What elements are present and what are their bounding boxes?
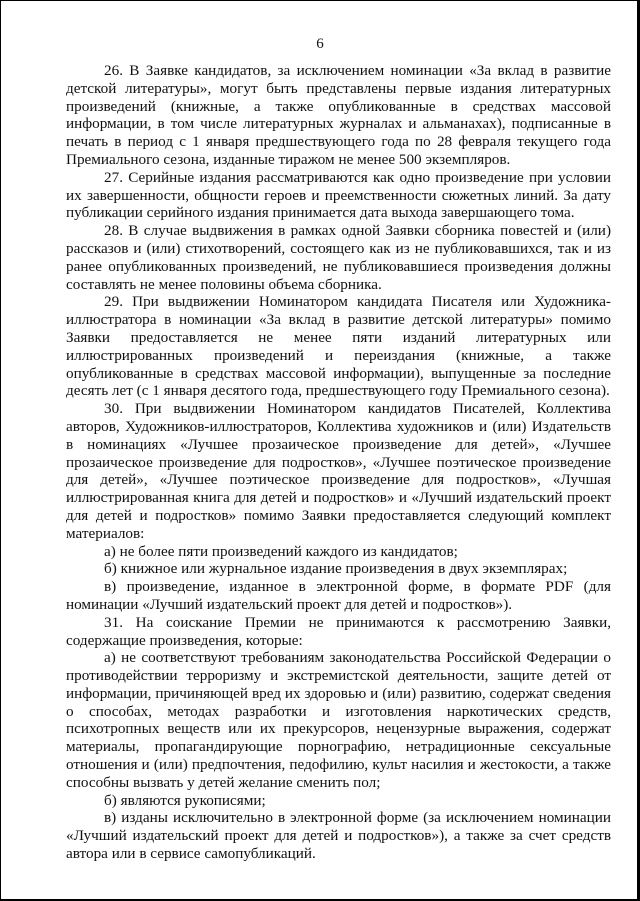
paragraph-31: 31. На соискание Премии не принимаются к рассмотрению Заявки, содержащие произведения, которые: [66, 613, 611, 649]
paragraph-26: 26. В Заявке кандидатов, за исключением номинации «За вклад в развитие детской литературы», могут быть представлены первые издания литературных произведений (книжные, а также опубликованные в средствах массовой информации, в том числе литературных журналах и альманахах), подписанные в печать в период с 1 января предшествующего года по 28 февраля текущего года Премиального сезона, изданные тиражом не менее 500 экземпляров. [66, 62, 611, 168]
page-number: 6 [316, 36, 324, 52]
paragraph-29: 29. При выдвижении Номинатором кандидата Писателя или Художника-иллюстратора в номинации «За вклад в развитие детской литературы» помимо Заявки предоставляется не менее пяти изданий литературных или иллюстрированных произведений и переиздания (книжные, а также опубликованные в средствах массовой информации), выпущенные за последние десять лет (с 1 января десятого года, предшествующего году Премиального сезона). [66, 293, 611, 400]
paragraph-31-item-b: б) являются рукописями; [104, 791, 266, 809]
paragraph-30-item-a: а) не более пяти произведений каждого из кандидатов; [104, 542, 458, 560]
paragraph-30: 30. При выдвижении Номинатором кандидатов Писателей, Коллектива авторов, Художников-иллюстраторов, Коллектива художников и (или) Издательств в номинациях «Лучшее прозаическое произведение для детей», «Лучшее прозаическое произведение для подростков», «Лучшее поэтическое произведение для детей», «Лучшее поэтическое произведение для подростков», «Лучшая иллюстрированная книга для детей и подростков» и «Лучший издательский проект для детей и подростков» помимо Заявки предоставляется следующий комплект материалов: [66, 400, 611, 542]
scan-border-left [0, 0, 1, 901]
paragraph-30-item-b: б) книжное или журнальное издание произведения в двух экземплярах; [104, 560, 568, 578]
document-body [66, 62, 611, 863]
scan-border-top [0, 0, 640, 1]
paragraph-28: 28. В случае выдвижения в рамках одной Заявки сборника повестей и (или) рассказов и (или) стихотворений, состоящего как из не публиковавшихся, так и из ранее опубликованных произведений, не публиковавшиеся произведения должны составлять не менее половины объема сборника. [66, 222, 611, 293]
paragraph-27: 27. Серийные издания рассматриваются как одно произведение при условии их завершенности, общности героев и преемственности сюжетных линий. За дату публикации серийного издания принимается дата выхода завершающего тома. [66, 168, 611, 222]
paragraph-31-item-a: а) не соответствуют требованиям законодательства Российской Федерации о противодействии терроризму и экстремистской деятельности, защите детей от информации, причиняющей вред их здоровью и (или) развитию, содержат сведения о способах, методах разработки и изготовления наркотических средств, психотропных веществ или их прекурсоров, нецензурные выражения, содержат материалы, пропагандирующие порнографию, нетрадиционные сексуальные отношения и (или) предпочтения, педофилию, культ насилия и жестокости, а также способны вызвать у детей желание сменить пол; [66, 649, 611, 791]
paragraph-31-item-v: в) изданы исключительно в электронной форме (за исключением номинации «Лучший издательский проект для детей и подростков»), а также за счет средств автора или в сервисе самопубликаций. [66, 809, 611, 863]
paragraph-30-item-v: в) произведение, изданное в электронной форме, в формате PDF (для номинации «Лучший издательский проект для детей и подростков»). [66, 578, 611, 613]
